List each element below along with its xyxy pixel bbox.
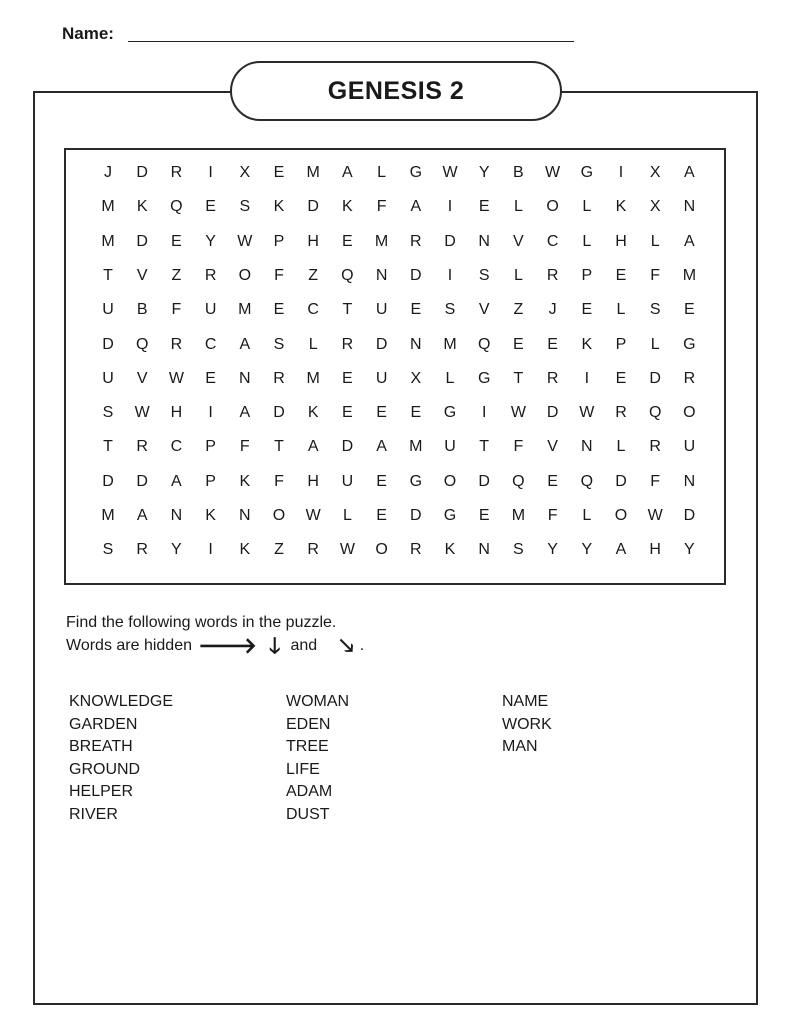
grid-letter[interactable]: L	[445, 369, 455, 387]
grid-letter[interactable]: N	[239, 507, 251, 524]
grid-letter[interactable]: W	[579, 404, 595, 422]
arrow-right-icon: 🡒	[198, 632, 257, 658]
grid-letter[interactable]: U	[102, 301, 114, 319]
grid-letter[interactable]: Q	[341, 266, 354, 284]
grid-letter[interactable]: X	[410, 369, 422, 387]
grid-letter[interactable]: I	[447, 266, 453, 284]
grid-letter[interactable]: L	[582, 507, 592, 524]
grid-letter[interactable]: T	[513, 369, 524, 387]
grid-letter[interactable]: E	[376, 404, 387, 422]
grid-letter[interactable]: R	[546, 369, 559, 387]
grid-letter[interactable]: M	[306, 369, 320, 387]
grid-letter[interactable]: B	[136, 301, 148, 319]
grid-letter[interactable]: K	[581, 335, 593, 353]
grid-letter[interactable]: D	[410, 507, 422, 524]
grid-letter[interactable]: J	[104, 164, 112, 181]
word-list-item: RIVER	[69, 805, 118, 823]
grid-letter[interactable]: N	[478, 541, 490, 559]
word-list-item: DUST	[286, 805, 330, 823]
and-text: and	[290, 637, 318, 654]
grid-letter[interactable]: H	[615, 232, 627, 250]
grid-letter[interactable]: L	[616, 301, 626, 319]
grid-letter[interactable]: Y	[547, 541, 558, 559]
grid-letter[interactable]: E	[342, 404, 353, 422]
grid-letter[interactable]: K	[239, 541, 251, 559]
grid-letter[interactable]: Q	[135, 335, 149, 353]
grid-letter[interactable]: E	[615, 266, 627, 284]
instructions-prefix: Words are hidden	[66, 637, 192, 654]
grid-letter[interactable]: V	[513, 232, 524, 250]
grid-letter[interactable]: M	[101, 507, 115, 524]
grid-letter[interactable]: W	[237, 232, 253, 250]
grid-letter[interactable]: K	[205, 507, 216, 524]
grid-letter[interactable]: Y	[581, 541, 593, 559]
grid-letter[interactable]: G	[580, 164, 594, 181]
grid-letter[interactable]: L	[650, 232, 660, 250]
grid-letter[interactable]: D	[102, 335, 114, 353]
grid-letter[interactable]: B	[513, 164, 524, 181]
instructions	[66, 611, 364, 657]
grid-letter[interactable]: Z	[274, 541, 284, 559]
grid-letter[interactable]: I	[447, 198, 453, 216]
grid-letter[interactable]: R	[136, 541, 148, 559]
grid-letter[interactable]: G	[477, 369, 491, 387]
grid-letter[interactable]: E	[273, 164, 285, 181]
grid-letter[interactable]: M	[443, 335, 457, 353]
grid-letter[interactable]: F	[171, 301, 182, 319]
grid-letter[interactable]: I	[618, 164, 624, 181]
grid-letter[interactable]: U	[444, 438, 456, 456]
grid-letter[interactable]: I	[481, 404, 487, 422]
word-list-item: GROUND	[69, 760, 141, 778]
grid-letter[interactable]: R	[273, 369, 285, 387]
grid-letter[interactable]: Q	[477, 335, 491, 353]
grid-letter[interactable]: S	[513, 541, 524, 559]
grid-letter[interactable]: G	[443, 404, 457, 422]
grid-letter[interactable]: W	[134, 404, 150, 422]
grid-letter[interactable]: D	[649, 369, 661, 387]
grid-letter[interactable]: P	[615, 335, 627, 353]
grid-letter[interactable]: Y	[205, 232, 216, 250]
grid-letter[interactable]: A	[239, 404, 251, 422]
grid-letter[interactable]: P	[581, 266, 593, 284]
arrow-diagonal-icon: 🡖	[339, 632, 354, 658]
grid-letter[interactable]: K	[239, 472, 251, 490]
grid-letter[interactable]: H	[649, 541, 661, 559]
grid-letter[interactable]: A	[239, 335, 251, 353]
grid-letter[interactable]: X	[239, 164, 251, 181]
word-list-item: NAME	[502, 693, 549, 710]
grid-letter[interactable]: N	[375, 266, 388, 284]
grid-letter[interactable]: U	[375, 369, 388, 387]
grid-letter[interactable]: I	[584, 369, 590, 387]
grid-letter[interactable]: R	[410, 232, 422, 250]
grid-letter[interactable]: E	[547, 472, 558, 490]
grid-letter[interactable]: Q	[648, 404, 662, 422]
grid-letter[interactable]: F	[376, 198, 387, 216]
grid-letter[interactable]: E	[410, 404, 422, 422]
word-list-item: WORK	[502, 715, 552, 733]
grid-letter[interactable]: E	[342, 369, 353, 387]
grid-letter[interactable]: S	[273, 335, 285, 353]
grid-letter[interactable]: R	[546, 266, 559, 284]
grid-letter[interactable]: S	[102, 404, 114, 422]
grid-letter[interactable]: O	[546, 198, 559, 216]
grid-letter[interactable]: H	[170, 404, 183, 422]
grid-letter[interactable]: I	[208, 404, 213, 422]
grid-letter[interactable]: M	[306, 164, 320, 181]
grid-letter[interactable]: P	[273, 232, 285, 250]
grid-letter[interactable]: F	[239, 438, 250, 456]
grid-letter[interactable]: O	[683, 404, 696, 422]
grid-letter[interactable]: F	[650, 472, 661, 490]
grid-letter[interactable]: K	[615, 198, 627, 216]
grid-letter[interactable]: Y	[171, 541, 182, 559]
grid-letter[interactable]: D	[683, 507, 696, 524]
grid-letter[interactable]: D	[410, 266, 422, 284]
grid-letter[interactable]: N	[683, 472, 696, 490]
grid-letter[interactable]: L	[650, 335, 660, 353]
word-column-3	[502, 691, 552, 759]
grid-letter[interactable]: R	[204, 266, 217, 284]
grid-letter[interactable]: D	[341, 438, 354, 456]
grid-letter[interactable]: W	[647, 507, 663, 524]
instructions-line-2	[66, 634, 364, 657]
grid-letter[interactable]: O	[443, 472, 457, 490]
grid-letter[interactable]: R	[170, 335, 183, 353]
grid-letter[interactable]: S	[102, 541, 114, 559]
grid-letter[interactable]: Q	[512, 472, 525, 490]
grid-letter[interactable]: Y	[478, 164, 490, 181]
grid-letter[interactable]: T	[342, 301, 353, 319]
grid-letter[interactable]: E	[615, 369, 627, 387]
grid-letter[interactable]: A	[684, 164, 695, 181]
word-list-item: BREATH	[69, 738, 133, 756]
grid-letter[interactable]: Z	[171, 266, 182, 284]
grid-letter[interactable]: A	[307, 438, 319, 456]
grid-letter[interactable]: D	[444, 232, 456, 250]
name-label: Name:	[62, 24, 114, 43]
word-list-item: MAN	[502, 738, 538, 756]
grid-letter[interactable]: W	[510, 404, 526, 422]
grid-letter[interactable]: I	[208, 164, 213, 181]
grid-letter[interactable]: I	[208, 541, 213, 559]
word-list-item: WOMAN	[286, 693, 350, 710]
grid-letter[interactable]: C	[170, 438, 183, 456]
grid-letter[interactable]: D	[273, 404, 285, 422]
grid-letter[interactable]: N	[478, 232, 490, 250]
grid-letter[interactable]: G	[443, 507, 457, 524]
grid-letter[interactable]: K	[273, 198, 285, 216]
word-list-item: KNOWLEDGE	[69, 693, 174, 710]
grid-letter[interactable]: L	[377, 164, 387, 181]
grid-letter[interactable]: N	[683, 198, 696, 216]
grid-letter[interactable]: E	[376, 472, 387, 490]
grid-letter[interactable]: U	[102, 369, 114, 387]
grid-letter[interactable]: D	[546, 404, 559, 422]
grid-letter[interactable]: U	[375, 301, 388, 319]
grid-letter[interactable]: S	[239, 198, 251, 216]
grid-letter[interactable]: W	[339, 541, 355, 559]
grid-letter[interactable]: W	[442, 164, 458, 181]
grid-letter[interactable]: N	[239, 369, 251, 387]
grid-letter[interactable]: R	[136, 438, 148, 456]
grid-letter[interactable]: P	[205, 472, 216, 490]
grid-letter[interactable]: Z	[308, 266, 319, 284]
grid-letter[interactable]: H	[307, 472, 319, 490]
grid-letter[interactable]: Y	[684, 541, 695, 559]
grid-letter[interactable]: G	[409, 472, 423, 490]
grid-letter[interactable]: G	[409, 164, 423, 181]
grid-letter[interactable]: S	[478, 266, 490, 284]
grid-letter[interactable]: Q	[580, 472, 594, 490]
grid-letter[interactable]: X	[649, 164, 661, 181]
grid-letter[interactable]: C	[204, 335, 217, 353]
grid-letter[interactable]: E	[376, 507, 387, 524]
grid-letter[interactable]: F	[274, 266, 284, 284]
grid-letter[interactable]: M	[374, 232, 389, 250]
grid-letter[interactable]: A	[684, 232, 695, 250]
grid-letter[interactable]: D	[307, 198, 319, 216]
word-list-item: HELPER	[69, 783, 134, 801]
grid-letter[interactable]: Z	[513, 301, 524, 319]
grid-letter[interactable]: N	[410, 335, 422, 353]
grid-letter[interactable]: L	[582, 232, 592, 250]
name-line[interactable]	[128, 41, 574, 42]
grid-letter[interactable]: L	[513, 198, 523, 216]
grid-letter[interactable]: D	[375, 335, 388, 353]
grid-letter[interactable]: M	[238, 301, 252, 319]
grid-letter[interactable]: L	[582, 198, 592, 216]
grid-letter[interactable]: T	[103, 266, 113, 284]
grid-letter[interactable]: N	[170, 507, 183, 524]
grid-letter[interactable]: M	[101, 232, 115, 250]
word-column-2	[286, 691, 349, 827]
grid-letter[interactable]: K	[307, 404, 319, 422]
grid-letter[interactable]: K	[444, 541, 456, 559]
grid-letter[interactable]: R	[649, 438, 661, 456]
grid-letter[interactable]: S	[444, 301, 456, 319]
grid-letter[interactable]: D	[615, 472, 627, 490]
grid-letter[interactable]: E	[410, 301, 422, 319]
grid-letter[interactable]: R	[410, 541, 422, 559]
grid-letter[interactable]: E	[273, 301, 285, 319]
grid-letter[interactable]: M	[682, 266, 697, 284]
grid-letter[interactable]: L	[513, 266, 523, 284]
grid-letter[interactable]: N	[581, 438, 593, 456]
grid-letter[interactable]: E	[205, 369, 216, 387]
grid-letter[interactable]: M	[511, 507, 526, 524]
instructions-period: .	[359, 637, 365, 654]
grid-letter[interactable]: O	[272, 507, 286, 524]
grid-letter[interactable]: D	[136, 232, 148, 250]
grid-letter[interactable]: D	[136, 472, 148, 490]
grid-letter[interactable]: E	[581, 301, 593, 319]
grid-letter[interactable]: J	[548, 301, 557, 319]
grid-letter[interactable]: F	[547, 507, 558, 524]
grid-letter[interactable]: F	[274, 472, 284, 490]
grid-letter[interactable]: A	[171, 472, 182, 490]
grid-letter[interactable]: C	[307, 301, 319, 319]
grid-letter[interactable]: P	[205, 438, 216, 456]
word-list-item: GARDEN	[69, 715, 138, 733]
grid-letter[interactable]: R	[615, 404, 627, 422]
grid-letter[interactable]: W	[545, 164, 561, 181]
grid-letter[interactable]: E	[684, 301, 695, 319]
word-list-item: TREE	[286, 738, 329, 756]
grid-letter[interactable]: C	[546, 232, 559, 250]
grid-letter[interactable]: A	[136, 507, 148, 524]
instructions-line-1: Find the following words in the puzzle.	[66, 614, 337, 631]
grid-letter[interactable]: T	[103, 438, 113, 456]
grid-letter[interactable]: U	[683, 438, 696, 456]
grid-letter[interactable]: A	[615, 541, 627, 559]
grid-letter[interactable]: F	[650, 266, 661, 284]
word-list-item: EDEN	[286, 715, 331, 733]
grid-letter[interactable]: O	[614, 507, 628, 524]
grid-letter[interactable]: E	[478, 198, 490, 216]
grid-letter[interactable]: V	[136, 369, 148, 387]
grid-letter[interactable]: D	[136, 164, 148, 181]
grid-letter[interactable]: E	[171, 232, 182, 250]
grid-letter[interactable]: K	[342, 198, 353, 216]
grid-letter[interactable]: R	[341, 335, 354, 353]
grid-letter[interactable]: K	[136, 198, 148, 216]
page-title: GENESIS 2	[327, 76, 465, 105]
grid-letter[interactable]: R	[170, 164, 183, 181]
grid-letter[interactable]: H	[307, 232, 319, 250]
grid-letter[interactable]: U	[204, 301, 217, 319]
grid-letter[interactable]: A	[376, 438, 387, 456]
grid-letter[interactable]: V	[547, 438, 558, 456]
grid-letter[interactable]: O	[375, 541, 388, 559]
word-list-item: LIFE	[286, 760, 320, 778]
grid-letter[interactable]: E	[478, 507, 490, 524]
grid-letter[interactable]: Q	[170, 198, 183, 216]
grid-letter[interactable]: R	[683, 369, 696, 387]
grid-letter[interactable]: E	[547, 335, 558, 353]
grid-letter[interactable]: A	[342, 164, 353, 181]
grid-letter[interactable]: W	[168, 369, 184, 387]
grid-letter[interactable]: R	[307, 541, 319, 559]
grid-letter[interactable]: X	[649, 198, 661, 216]
grid-letter[interactable]: W	[305, 507, 321, 524]
grid-letter[interactable]: V	[478, 301, 490, 319]
title-banner	[230, 61, 562, 121]
grid-letter[interactable]: L	[616, 438, 626, 456]
grid-letter[interactable]: G	[683, 335, 696, 353]
grid-letter[interactable]: D	[102, 472, 114, 490]
grid-letter[interactable]: E	[342, 232, 353, 250]
grid-letter[interactable]: D	[478, 472, 490, 490]
grid-letter[interactable]: L	[342, 507, 352, 524]
word-list-item: ADAM	[286, 783, 333, 801]
grid-letter[interactable]: M	[101, 198, 115, 216]
grid-letter[interactable]: E	[205, 198, 216, 216]
grid-letter[interactable]: U	[341, 472, 354, 490]
grid-letter[interactable]: A	[410, 198, 422, 216]
word-column-1	[69, 691, 173, 827]
arrow-down-icon: 🡓	[269, 632, 281, 658]
grid-letter[interactable]: S	[649, 301, 661, 319]
grid-letter[interactable]: M	[409, 438, 423, 456]
grid-letter[interactable]: T	[274, 438, 284, 456]
grid-letter[interactable]: F	[513, 438, 524, 456]
grid-letter[interactable]: O	[238, 266, 252, 284]
grid-letter[interactable]: T	[479, 438, 490, 456]
grid-letter[interactable]: V	[136, 266, 148, 284]
grid-letter[interactable]: E	[513, 335, 524, 353]
grid-letter[interactable]: L	[308, 335, 318, 353]
